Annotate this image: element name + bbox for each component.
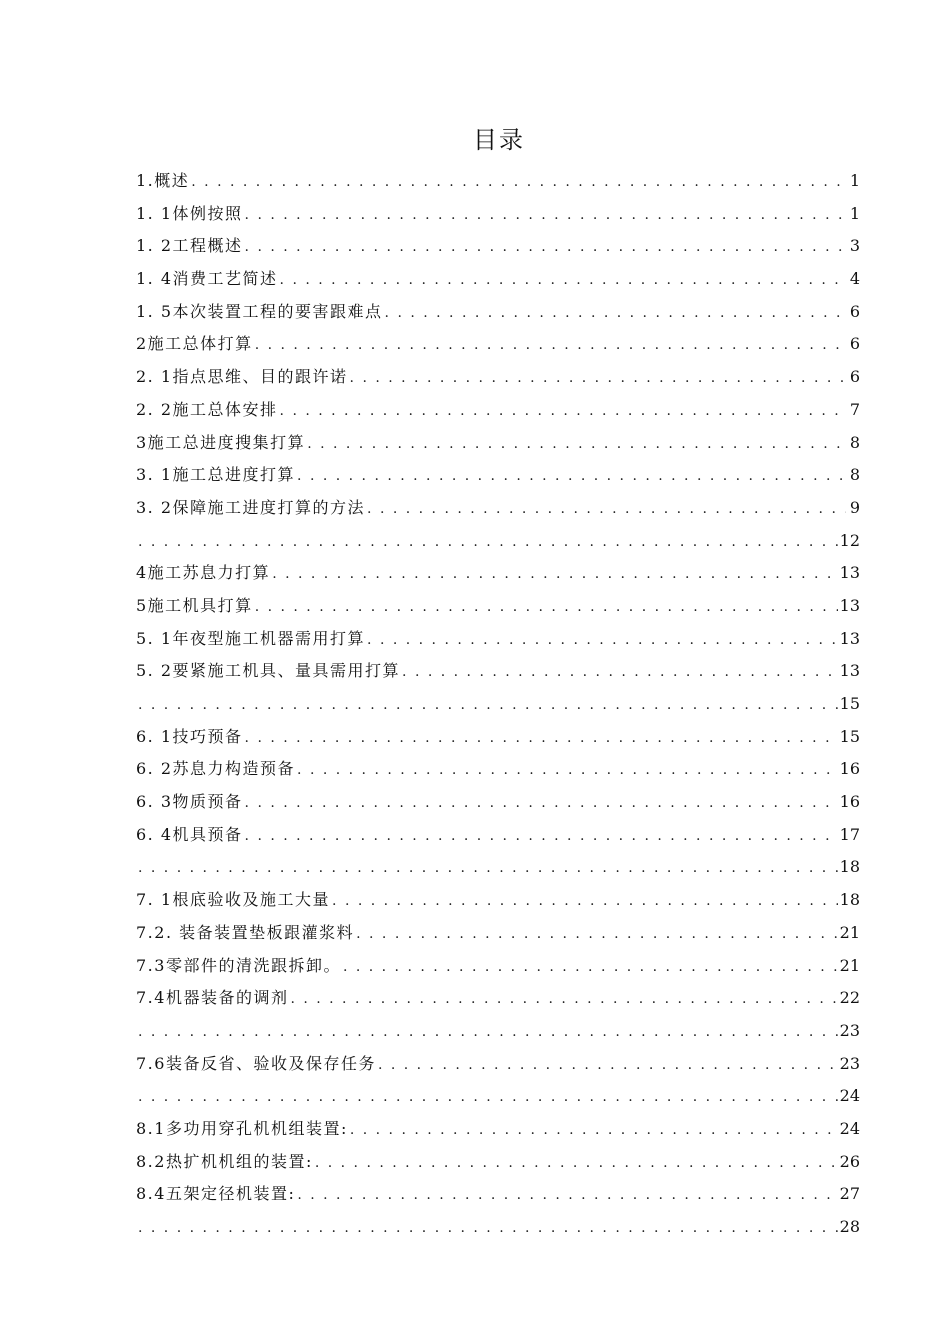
toc-dot-leader (245, 231, 846, 263)
toc-dot-leader (255, 329, 846, 361)
toc-dot-leader (350, 1114, 838, 1146)
toc-dot-leader (138, 1016, 838, 1048)
toc-entry-label: 6. 2苏息力构造预备 (136, 759, 296, 779)
toc-entry[interactable] (136, 263, 860, 296)
toc-entry-page-number: 28 (839, 1217, 860, 1236)
toc-dot-leader (307, 428, 846, 460)
toc-dot-leader (290, 983, 837, 1015)
toc-dot-leader (138, 526, 838, 558)
toc-list (136, 165, 860, 1244)
toc-dot-leader (367, 624, 838, 656)
toc-entry[interactable] (136, 361, 860, 394)
toc-entry[interactable] (136, 982, 860, 1015)
toc-entry-page-number: 22 (839, 988, 860, 1008)
toc-entry-page-number: 21 (839, 922, 860, 942)
toc-dot-leader (245, 199, 846, 231)
toc-entry[interactable] (136, 688, 860, 721)
toc-dot-leader (350, 362, 846, 394)
toc-entry-label: 7.4机器装备的调剂 (136, 988, 289, 1008)
toc-entry[interactable] (136, 819, 860, 852)
toc-entry-page-number: 7 (849, 399, 860, 419)
toc-entry-label: 1. 5本次装置工程的要害跟难点 (136, 301, 383, 321)
toc-entry-label: 1. 4消费工艺简述 (136, 269, 278, 289)
toc-entry-label: 5. 1年夜型施工机器需用打算 (136, 628, 366, 648)
toc-entry-label: 6. 4机具预备 (136, 824, 243, 844)
toc-entry-page-number: 23 (839, 1020, 860, 1040)
toc-entry-page-number: 16 (839, 792, 860, 812)
toc-entry-page-number: 4 (849, 269, 860, 289)
toc-entry-label: 1. 2工程概述 (136, 236, 243, 256)
toc-dot-leader (138, 1212, 838, 1244)
toc-entry-label: 2. 1指点思维、目的跟许诺 (136, 367, 348, 387)
toc-dot-leader (385, 297, 846, 329)
toc-entry-label: 8.2热扩机机组的装置: (136, 1151, 313, 1171)
toc-entry-page-number: 13 (839, 563, 860, 583)
toc-entry-label: 3施工总进度搜集打算 (136, 432, 306, 452)
toc-dot-leader (297, 1179, 837, 1211)
toc-entry-label: 4施工苏息力打算 (136, 563, 271, 583)
toc-entry-label: 7.2. 装备装置垫板跟灌浆料 (136, 922, 355, 942)
toc-entry[interactable] (136, 230, 860, 263)
toc-entry[interactable] (136, 1048, 860, 1081)
toc-entry-label: 1. 1体例按照 (136, 203, 243, 223)
toc-entry[interactable] (136, 917, 860, 950)
toc-dot-leader (255, 591, 838, 623)
toc-entry-page-number: 17 (839, 824, 860, 844)
toc-entry-page-number: 8 (849, 465, 860, 485)
toc-entry[interactable] (136, 525, 860, 558)
toc-entry-label: 3. 2保障施工进度打算的方法 (136, 497, 366, 517)
toc-entry-label: 8.1多功用穿孔机机组装置: (136, 1118, 348, 1138)
toc-entry-page-number: 6 (849, 367, 860, 387)
toc-dot-leader (297, 460, 846, 492)
toc-entry-page-number: 26 (839, 1151, 860, 1171)
toc-entry-label: 2. 2施工总体安排 (136, 399, 278, 419)
toc-entry-page-number: 18 (839, 890, 860, 910)
toc-entry-page-number: 27 (839, 1184, 860, 1204)
toc-dot-leader (138, 1081, 838, 1113)
toc-dot-leader (245, 787, 838, 819)
toc-dot-leader (367, 493, 846, 525)
toc-dot-leader (245, 722, 838, 754)
toc-entry-label: 7.3零部件的清洗跟拆卸。 (136, 955, 341, 975)
toc-entry-label: 5. 2要紧施工机具、量具需用打算 (136, 661, 401, 681)
toc-entry[interactable] (136, 328, 860, 361)
toc-dot-leader (272, 558, 837, 590)
toc-dot-leader (332, 885, 838, 917)
toc-entry-label: 6. 1技巧预备 (136, 726, 243, 746)
toc-dot-leader (356, 918, 838, 950)
toc-entry-label: 2施工总体打算 (136, 334, 253, 354)
toc-dot-leader (138, 689, 838, 721)
toc-dot-leader (138, 852, 838, 884)
toc-dot-leader (191, 166, 846, 198)
toc-entry[interactable] (136, 753, 860, 786)
toc-entry-label: 1.概述 (136, 171, 190, 190)
toc-entry-label: 3. 1施工总进度打算 (136, 465, 296, 485)
toc-entry-page-number: 24 (839, 1086, 860, 1106)
toc-entry-label: 6. 3物质预备 (136, 792, 243, 812)
toc-entry[interactable] (136, 786, 860, 819)
toc-entry[interactable] (136, 884, 860, 917)
toc-entry[interactable] (136, 198, 860, 231)
toc-entry-page-number: 6 (849, 301, 860, 321)
toc-entry-page-number: 21 (839, 955, 860, 975)
toc-entry[interactable] (136, 623, 860, 656)
toc-entry-page-number: 1 (849, 171, 860, 190)
toc-dot-leader (280, 395, 846, 427)
toc-entry[interactable] (136, 394, 860, 427)
toc-dot-leader (280, 264, 846, 296)
toc-entry-page-number: 13 (839, 595, 860, 615)
toc-entry-page-number: 15 (839, 694, 860, 713)
toc-entry-page-number: 6 (849, 334, 860, 354)
toc-entry-label: 7.6装备反省、验收及保存任务 (136, 1053, 376, 1073)
toc-entry[interactable] (136, 1113, 860, 1146)
toc-entry[interactable] (136, 655, 860, 688)
toc-entry[interactable] (136, 1146, 860, 1179)
toc-entry-page-number: 24 (839, 1118, 860, 1138)
toc-entry[interactable] (136, 950, 860, 983)
toc-entry-page-number: 16 (839, 759, 860, 779)
toc-entry-page-number: 1 (849, 203, 860, 223)
toc-dot-leader (378, 1049, 838, 1081)
toc-entry-page-number: 12 (839, 530, 860, 550)
toc-entry[interactable] (136, 557, 860, 590)
toc-entry-page-number: 13 (839, 661, 860, 681)
toc-entry[interactable] (136, 1211, 860, 1244)
toc-entry[interactable] (136, 165, 860, 198)
toc-entry-label: 7. 1根底验收及施工大量 (136, 890, 331, 910)
toc-entry[interactable] (136, 296, 860, 329)
toc-entry-page-number: 23 (839, 1053, 860, 1073)
toc-entry-label: 8.4五架定径机装置: (136, 1184, 296, 1204)
toc-entry[interactable] (136, 427, 860, 460)
toc-entry-page-number: 8 (849, 432, 860, 452)
toc-dot-leader (402, 656, 838, 688)
toc-entry[interactable] (136, 1015, 860, 1048)
toc-entry[interactable] (136, 1178, 860, 1211)
toc-entry[interactable] (136, 721, 860, 754)
toc-entry-label: 5施工机具打算 (136, 595, 253, 615)
toc-entry[interactable] (136, 492, 860, 525)
toc-dot-leader (315, 1147, 838, 1179)
toc-entry-page-number: 3 (849, 236, 860, 256)
toc-dot-leader (245, 820, 838, 852)
toc-title: 目录 (473, 126, 525, 154)
toc-dot-leader (343, 951, 838, 983)
toc-entry[interactable] (136, 851, 860, 884)
toc-entry-page-number: 15 (839, 726, 860, 746)
toc-entry[interactable] (136, 459, 860, 492)
toc-entry[interactable] (136, 1080, 860, 1113)
toc-entry[interactable] (136, 590, 860, 623)
toc-entry-page-number: 18 (839, 857, 860, 877)
toc-entry-page-number: 13 (839, 628, 860, 648)
toc-entry-page-number: 9 (849, 497, 860, 517)
toc-dot-leader (297, 754, 838, 786)
